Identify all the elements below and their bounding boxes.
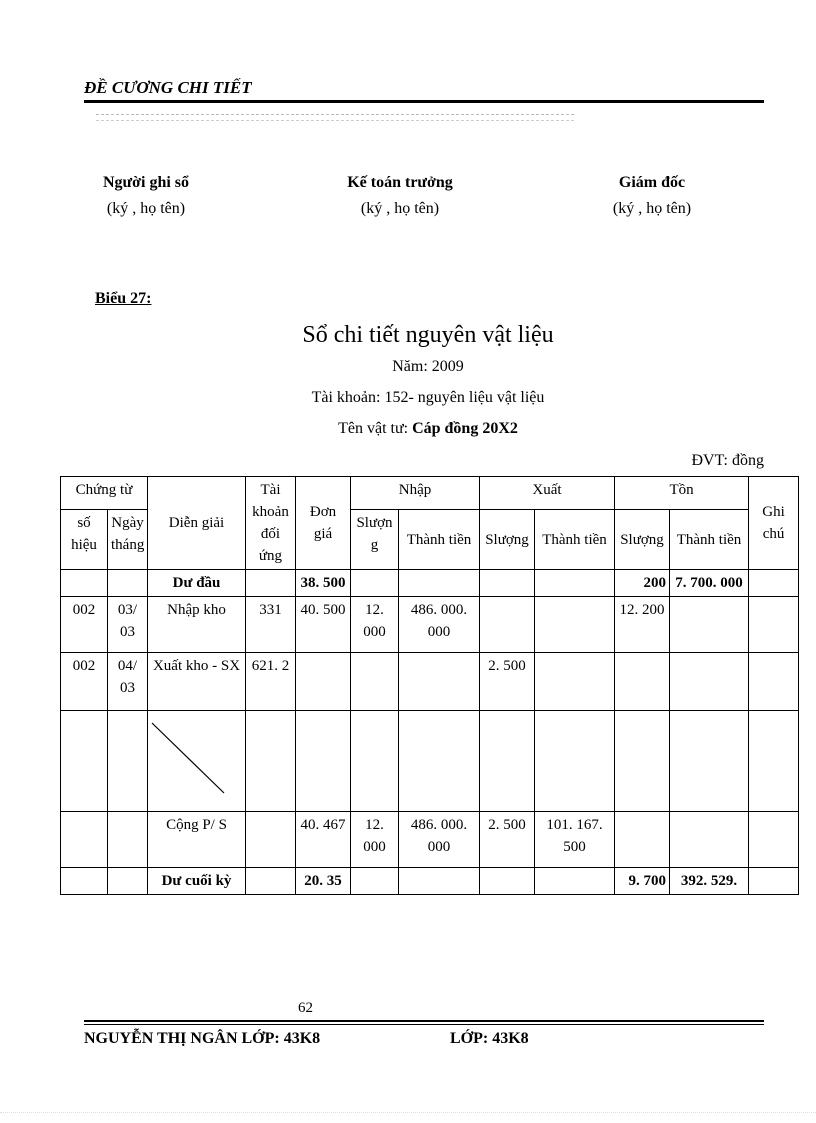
signature-note: (ký , họ tên) (612, 200, 692, 217)
cell-empty (246, 711, 296, 812)
cell-ghi-chu (749, 868, 799, 895)
cell-ngay (108, 570, 148, 597)
unit-label: ĐVT: đồng (691, 452, 764, 469)
header-ton-sl: Slượng (615, 510, 670, 570)
cell-so-hieu (61, 812, 108, 868)
header-nhap-thanh-tien: Thành tiền (399, 510, 480, 570)
cell-nhap-sl (351, 570, 399, 597)
table-row (61, 653, 799, 711)
cell-tk (246, 812, 296, 868)
signature-note: (ký , họ tên) (106, 200, 186, 217)
page-number: 62 (298, 1000, 313, 1016)
header-so-hieu: số hiệu (61, 510, 108, 570)
header-dashed-line-2 (96, 120, 574, 121)
cell-empty (296, 711, 351, 812)
header-divider (84, 100, 764, 103)
cell-tk (246, 868, 296, 895)
cell-ghi-chu (749, 597, 799, 653)
cell-so-hieu (61, 868, 108, 895)
cell-don-gia: 40. 500 (296, 597, 351, 653)
cell-xuat-sl: 2. 500 (480, 653, 535, 711)
header-xuat-sl: Slượng (480, 510, 535, 570)
cell-xuat-sl (480, 570, 535, 597)
table-row-empty (61, 711, 799, 812)
signature-note: (ký , họ tên) (360, 200, 440, 217)
cell-don-gia: 40. 467 (296, 812, 351, 868)
cell-xuat-tt (535, 570, 615, 597)
footer-class: LỚP: 43K8 (450, 1030, 529, 1047)
cell-empty (61, 711, 108, 812)
cell-so-hieu: 002 (61, 653, 108, 711)
cell-ton-sl (615, 653, 670, 711)
header-nhap: Nhập (351, 477, 480, 510)
cell-nhap-tt: 486. 000. 000 (399, 812, 480, 868)
cell-empty (535, 711, 615, 812)
cell-nhap-tt (399, 868, 480, 895)
cell-xuat-tt (535, 653, 615, 711)
cell-xuat-tt: 101. 167. 500 (535, 812, 615, 868)
footer-divider (84, 1020, 764, 1022)
header-ngay-thang: Ngày tháng (108, 510, 148, 570)
bottom-dotted-line (0, 1112, 816, 1113)
table-row (61, 812, 799, 868)
cell-ngay (108, 812, 148, 868)
cell-dien-giai: Nhập kho (148, 597, 246, 653)
cell-nhap-tt (399, 570, 480, 597)
cell-don-gia: 38. 500 (296, 570, 351, 597)
header-ghi-chu: Ghi chú (749, 477, 799, 570)
ledger-year: Năm: 2009 (392, 358, 464, 375)
header-ton-thanh-tien: Thành tiền (670, 510, 749, 570)
cell-ton-sl: 12. 200 (615, 597, 670, 653)
cell-xuat-tt (535, 868, 615, 895)
cell-xuat-tt (535, 597, 615, 653)
table-header-row (61, 477, 799, 510)
cell-ton-sl (615, 812, 670, 868)
ledger-item-name: Cáp đồng 20X2 (412, 420, 518, 437)
ledger-title: Sổ chi tiết nguyên vật liệu (302, 322, 554, 348)
cell-nhap-sl: 12. 000 (351, 812, 399, 868)
form-label: Biểu 27: (95, 290, 152, 307)
header-ton: Tồn (615, 477, 749, 510)
signature-role: Kế toán trưởng (347, 174, 453, 191)
cell-ghi-chu (749, 570, 799, 597)
ledger-account: Tài khoản: 152- nguyên liệu vật liệu (311, 389, 545, 406)
diagonal-strike (148, 711, 240, 807)
cell-ton-tt: 7. 700. 000 (670, 570, 749, 597)
cell-tk (246, 570, 296, 597)
cell-empty (399, 711, 480, 812)
cell-ton-sl: 200 (615, 570, 670, 597)
cell-nhap-tt (399, 653, 480, 711)
signature-recorder (76, 170, 216, 222)
cell-ngay: 04/ 03 (108, 653, 148, 711)
cell-empty (108, 711, 148, 812)
cell-nhap-sl: 12. 000 (351, 597, 399, 653)
cell-diagonal (148, 711, 246, 812)
cell-tk: 331 (246, 597, 296, 653)
cell-empty (670, 711, 749, 812)
signature-role: Giám đốc (618, 174, 686, 191)
cell-so-hieu (61, 570, 108, 597)
cell-xuat-sl: 2. 500 (480, 812, 535, 868)
cell-ngay (108, 868, 148, 895)
footer-author: NGUYỄN THỊ NGÂN LỚP: 43K8 (84, 1030, 321, 1047)
footer-divider-thin (84, 1024, 764, 1025)
header-don-gia: Đơn giá (296, 477, 351, 570)
ledger-item-prefix: Tên vật tư: (338, 420, 413, 437)
header-xuat-thanh-tien: Thành tiền (535, 510, 615, 570)
cell-ton-tt (670, 597, 749, 653)
table-row (61, 570, 799, 597)
ledger-table (60, 476, 799, 895)
cell-dien-giai: Dư đầu (148, 570, 246, 597)
cell-dien-giai: Xuất kho - SX (148, 653, 246, 711)
signature-director (582, 170, 722, 222)
cell-empty (749, 711, 799, 812)
ledger-item (0, 420, 816, 438)
table-row (61, 597, 799, 653)
cell-empty (615, 711, 670, 812)
cell-dien-giai: Cộng P/ S (148, 812, 246, 868)
signature-role: Người ghi sổ (102, 174, 190, 191)
cell-ton-tt (670, 653, 749, 711)
header-tk-doi-ung: Tài khoản đối ứng (246, 477, 296, 570)
header-xuat: Xuất (480, 477, 615, 510)
cell-tk: 621. 2 (246, 653, 296, 711)
signature-chief-accountant (320, 170, 480, 222)
cell-ghi-chu (749, 812, 799, 868)
header-nhap-sl: Slượn g (351, 510, 399, 570)
cell-nhap-tt: 486. 000. 000 (399, 597, 480, 653)
cell-don-gia: 20. 35 (296, 868, 351, 895)
cell-ngay: 03/ 03 (108, 597, 148, 653)
document-header-title: ĐỀ CƯƠNG CHI TIẾT (84, 78, 252, 97)
cell-ton-tt (670, 812, 749, 868)
cell-nhap-sl (351, 653, 399, 711)
cell-so-hieu: 002 (61, 597, 108, 653)
header-dashed-line (96, 114, 574, 115)
cell-xuat-sl (480, 868, 535, 895)
cell-nhap-sl (351, 868, 399, 895)
cell-ton-tt: 392. 529. (670, 868, 749, 895)
cell-ghi-chu (749, 653, 799, 711)
cell-empty (480, 711, 535, 812)
header-chung-tu: Chứng từ (61, 477, 148, 510)
table-row (61, 868, 799, 895)
cell-don-gia (296, 653, 351, 711)
cell-ton-sl: 9. 700 (615, 868, 670, 895)
header-dien-giai: Diễn giải (148, 477, 246, 570)
cell-dien-giai: Dư cuối kỳ (148, 868, 246, 895)
cell-empty (351, 711, 399, 812)
cell-xuat-sl (480, 597, 535, 653)
